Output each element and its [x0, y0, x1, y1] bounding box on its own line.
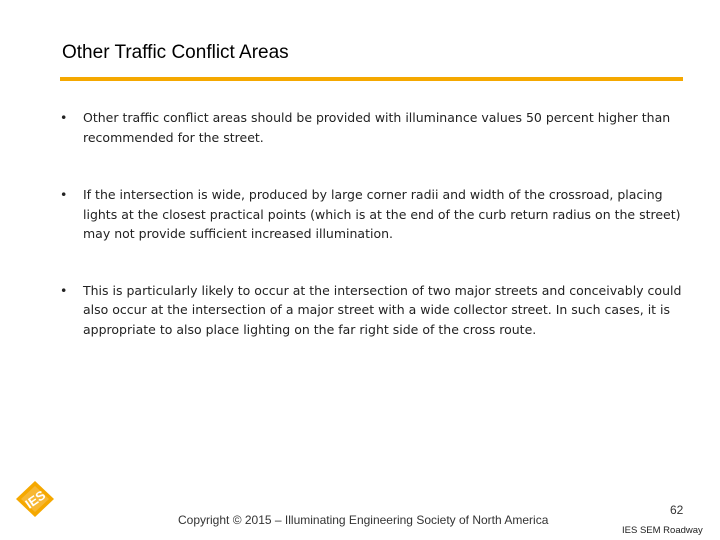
footer-note: IES SEM Roadway — [622, 525, 703, 536]
bullet-text: This is particularly likely to occur at the intersection of two major streets and conceivably could also occur at the intersection of a major street with a wide collector street. In such cases, it is appropriate to also place lighting on the far right side of the cross route. — [83, 282, 682, 337]
bullet-marker: • — [60, 187, 68, 202]
copyright-text: Copyright © 2015 – Illuminating Engineering Society of North America — [178, 513, 549, 527]
bullet-marker: • — [60, 282, 68, 298]
logo-text: IES — [22, 487, 49, 512]
bullet-item — [60, 281, 682, 340]
ies-logo-icon — [15, 480, 55, 518]
title-divider — [60, 77, 683, 81]
bullet-list — [60, 108, 682, 339]
page-number: 62 — [670, 503, 684, 517]
bullet-text: If the intersection is wide, produced by large corner radii and width of the crossroad, placing lights at the closest practical points (which is at the end of the curb return radius on the street) may not provide sufficient increased illumination. — [83, 187, 681, 241]
bullet-marker: • — [60, 110, 68, 125]
bullet-item — [60, 108, 682, 147]
bullet-text: Other traffic conflict areas should be provided with illuminance values 50 percent higher than recommended for the street. — [83, 110, 671, 145]
slide-title: Other Traffic Conflict Areas — [62, 42, 289, 63]
bullet-item — [60, 185, 682, 244]
